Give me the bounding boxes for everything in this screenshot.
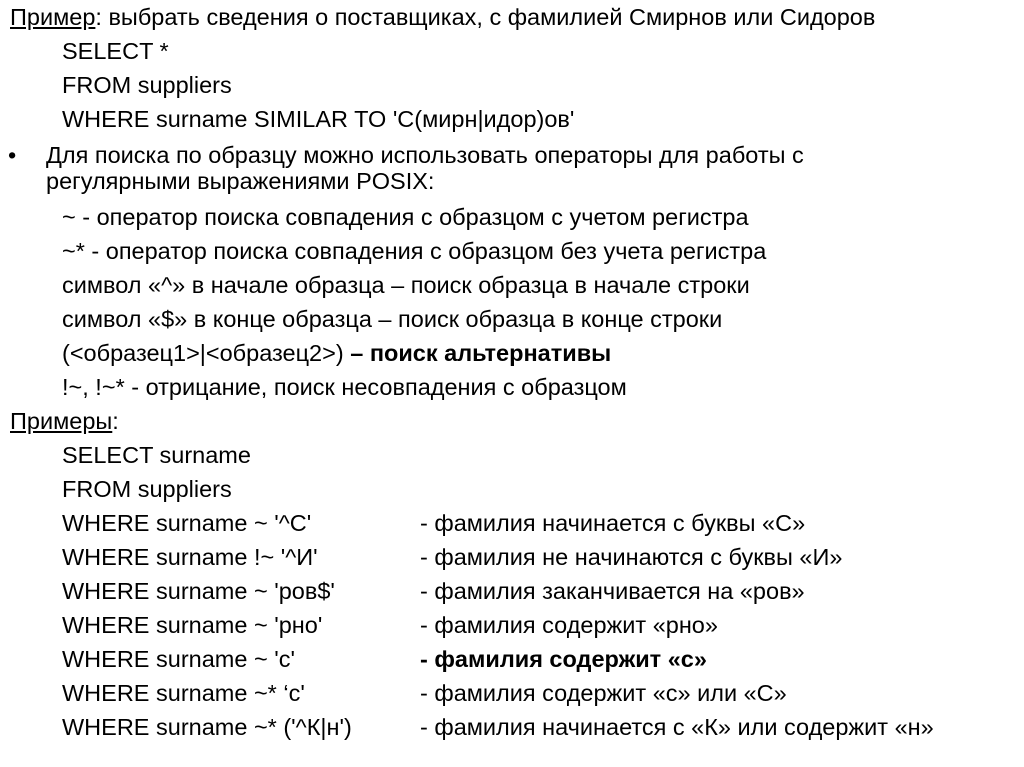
operator-line: ~ - оператор поиска совпадения с образцом с учетом регистра [62, 204, 749, 230]
examples-colon: : [112, 408, 119, 434]
intro-line [10, 2, 875, 32]
example-desc: - фамилия начинается с «К» или содержит «н» [420, 714, 934, 740]
bullet-icon: • [8, 142, 17, 168]
example-desc: - фамилия содержит «с» [420, 646, 707, 672]
example-desc: - фамилия содержит «рно» [420, 612, 718, 638]
operator-line: ~* - оператор поиска совпадения с образцом без учета регистра [62, 238, 767, 264]
operator-line: символ «$» в конце образца – поиск образца в конце строки [62, 306, 723, 332]
example-desc: - фамилия заканчивается на «ров» [420, 578, 805, 604]
alternative-line [62, 338, 611, 368]
alternative-pattern: (<образец1>|<образец2>) [62, 340, 344, 366]
examples-code-line: FROM suppliers [62, 476, 232, 502]
intro-label: Пример [10, 4, 96, 30]
example-desc: - фамилия не начинаются с буквы «И» [420, 544, 843, 570]
negation-line: !~, !~* - отрицание, поиск несовпадения с образцом [62, 374, 627, 400]
example-code: WHERE surname ~ 'ров$' [62, 578, 335, 604]
intro-code-line: FROM suppliers [62, 72, 232, 98]
intro-text: : выбрать сведения о поставщиках, с фамилией Смирнов или Сидоров [95, 4, 876, 30]
example-code: WHERE surname ~* ‘с' [62, 680, 305, 706]
intro-code-line: SELECT * [62, 38, 169, 64]
example-desc: - фамилия содержит «с» или «С» [420, 680, 787, 706]
intro-code-line: WHERE surname SIMILAR TO 'С(мирн|идор)ов' [62, 106, 575, 132]
example-code: WHERE surname ~* ('^К|н') [62, 714, 352, 740]
example-code: WHERE surname ~ 'с' [62, 646, 295, 672]
examples-label: Примеры [10, 408, 113, 434]
bullet-text-line: регулярными выражениями POSIX: [46, 168, 435, 194]
examples-heading [10, 406, 119, 436]
operator-line: символ «^» в начале образца – поиск образца в начале строки [62, 272, 750, 298]
examples-code-line: SELECT surname [62, 442, 251, 468]
example-code: WHERE surname ~ 'рно' [62, 612, 323, 638]
example-desc: - фамилия начинается с буквы «С» [420, 510, 806, 536]
example-code: WHERE surname !~ '^И' [62, 544, 318, 570]
alternative-description: – поиск альтернативы [343, 340, 612, 366]
example-code: WHERE surname ~ '^С' [62, 510, 312, 536]
bullet-text-line: Для поиска по образцу можно использовать операторы для работы с [46, 142, 804, 168]
